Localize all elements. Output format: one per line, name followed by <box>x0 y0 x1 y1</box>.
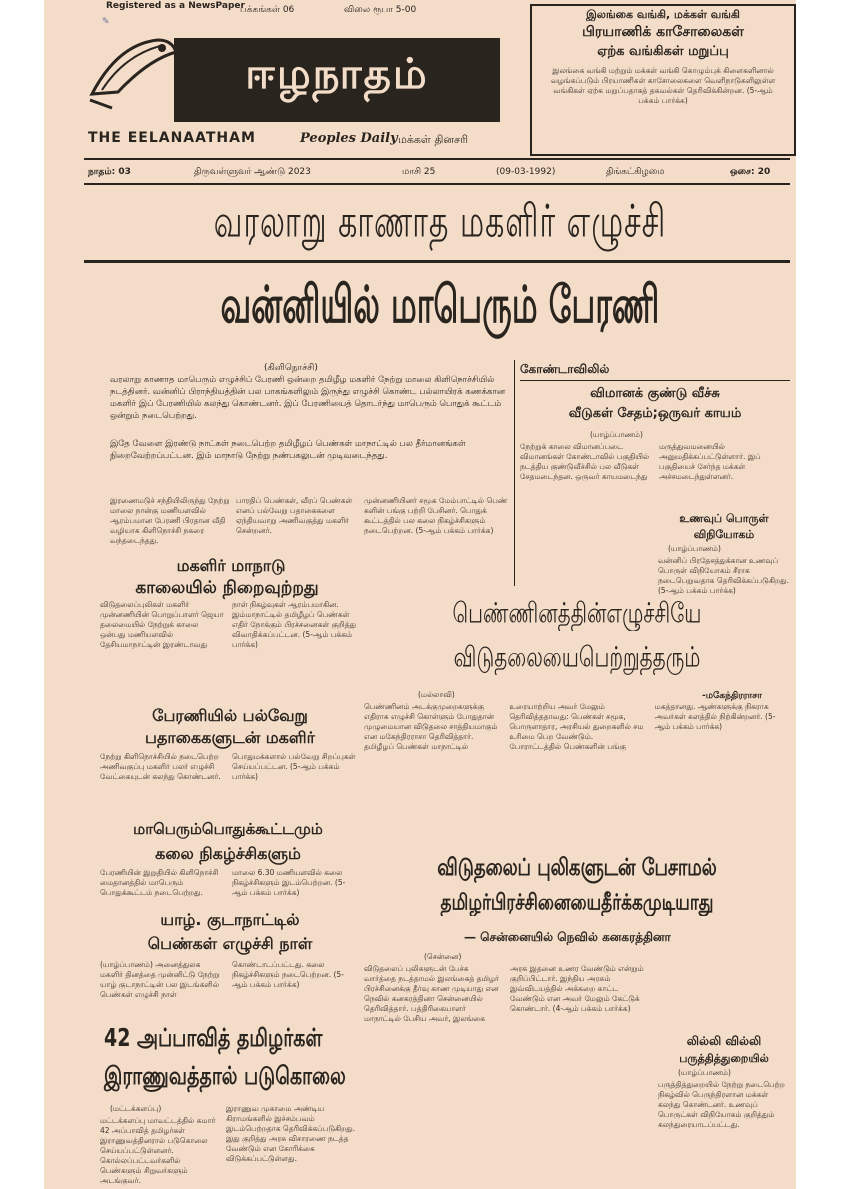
weekday: திங்கட்கிழமை <box>606 167 665 177</box>
bl-headline-1: 42 அப்பாவித் தமிழர்கள் <box>104 1024 323 1053</box>
side-news-box <box>530 4 796 156</box>
sub4-headline-2: பெண்கள் எழுச்சி நாள் <box>147 934 313 953</box>
main-body: வரலாறு காணாத மாபெரும் எழுச்சிப் பேரணி ஒன்றை தமிழீழ மகளிர் நேற்று மாலை கிளிநொச்சியில் நடத்தினர். வன்னிப் பிராந்தியத்தின் பல பாகங்களிலும் இருந்து எழுச்சி கொண்ட பல்லாயிரக் கணக்கான மகளிர் இப் பேரணியில் கலந்து கொண்டனர். இப் பேரணியைத் தொடர்ந்து மாபெரும் பொதுக் கூட்டம் ஒன்றும் நடைபெற்றது. <box>110 375 506 421</box>
sub4-body: (யாழ்ப்பாணம்) அனைத்துலக மகளிர் தினத்தை முன்னிட்டு நேற்று யாழ் குடாநாட்டின் பல இடங்களில் பெண்கள் எழுச்சி நாள் கொண்டாடப்பட்டது. கலை நிகழ்ச்சிகளும் நடைபெற்றன. (5-ஆம் பக்கம் பார்க்க) <box>100 960 344 999</box>
masthead-title: ஈழநாதம் <box>245 49 429 98</box>
right-headline-3: உணவுப் பொருள் <box>679 512 769 525</box>
feature-dateline: (மல்லாவி) <box>418 690 455 699</box>
col-text-c: முன்னணியினர் சமூக மேம்பாட்டில் பெண் களின் பங்கு பற்றி பேசினர். பொதுக் கூட்டத்தில் பல கலை நிகழ்ச்சிகளும் நடைபெற்றன. (5-ஆம் பக்கம் பார்க்க) <box>364 496 508 535</box>
sub1-body: விடுதலைப்புலிகள் மகளிர் முன்னணியின் பொறுப்பாளர் ஜெயா தலைமையில் நேற்றுக் காலை ஒன்பது மணியளவில் தேசியமாநாட்டின் இரண்டாவது நாள் நிகழ்வுகள் ஆரம்பமாகின. இம்மாநாட்டில் தமிழீழப் பெண்கள் எதிர் நோக்கும் பிரச்சனைகள் குறித்து விவாதிக்கப்பட்டன. (5-ஆம் பக்கம் பார்க்க) <box>100 600 356 649</box>
sub2-body: நேற்று கிளிநொச்சியில் நடைபெற்ற அணிவகுப்பு மகளிர் பலர் எழுச்சி வேட்கையுடன் கலந்து கொண்டனர். பொதுமக்களால் பல்வேறு சிறப்புகள் செய்யப்பட்டன. (5-ஆம் பக்கம் பார்க்க) <box>100 752 356 781</box>
right-kicker: கோண்டாவிலில் <box>520 362 610 376</box>
sub2-headline-2: பதாகைகளுடன் மகளிர் <box>145 728 315 747</box>
big-headline-2: தமிழர்பிரச்சினையைதீர்க்கமுடியாது <box>440 890 714 916</box>
sub1-headline-2: காலையில் நிறைவுற்றது <box>135 578 319 598</box>
right-headline-4: விநியோகம் <box>693 528 755 541</box>
library-stamp: ✎ <box>102 17 110 27</box>
sub3-headline-2: கலை நிகழ்ச்சிகளும் <box>155 844 301 863</box>
right-body-2: வன்னிப் பிரதேசத்துக்கான உணவுப் பொருள் விநியோகம் சீராக நடைபெறுவதாக தெரிவிக்கப்படுகிறது. (5-ஆம் பக்கம் பார்க்க) <box>658 556 789 595</box>
naatham: நாதம்: 03 <box>88 167 131 177</box>
sub4-headline-1: யாழ். குடாநாட்டில் <box>160 910 300 929</box>
issue-number: ஒசை: 20 <box>730 167 771 177</box>
masthead-banner <box>174 38 500 122</box>
date: (09-03-1992) <box>496 167 556 177</box>
right-dateline: (யாழ்ப்பாணம்) <box>590 430 643 439</box>
page-count: பக்கங்கள் 06 <box>240 5 295 15</box>
feature-body: பெண்ணினம் அடக்குமுறைகளுக்கு எதிராக எழுச்சி கொள்ளும் போதுதான் முழுமையான விடுதலை சாத்தியமாகும் என மகேந்திரராசா தெரிவித்தார். தமிழீழப் பெண்கள் மாநாட்டில் உரையாற்றிய அவர் மேலும் தெரிவித்ததாவது: பெண்கள் சமூக, பொருளாதார, அரசியல் துறைகளில் சம உரிமை பெற வேண்டும். போராட்டத்தில் பெண்களின் பங்கு மகத்தானது. ஆண்களுக்கு நிகராக அவர்கள் களத்தில் நிற்கின்றனர். (5-ஆம் பக்கம் பார்க்க) <box>364 702 776 751</box>
bl-headline-2: இராணுவத்தால் படுகொலை <box>104 1062 346 1091</box>
br-headline-2: பருத்தித்துறையில் <box>679 1052 769 1065</box>
feature-headline-2: விடுதலையைபெற்றுத்தரும் <box>453 640 701 674</box>
br-headline-1: லில்லி வில்லி <box>686 1034 762 1048</box>
column-divider <box>514 360 515 586</box>
bl-body-2: இராணுவ முகாமை அண்டிய கிராமங்களில் இச்சம்பவம் இடம்பெற்றதாக தெரிவிக்கப்படுகிறது. இது குறித்து அரசு விசாரணை நடத்த வேண்டும் என கோரிக்கை விடுக்கப்பட்டுள்ளது. <box>226 1104 356 1163</box>
price: விலை ரூபா 5-00 <box>344 5 417 15</box>
bl-dateline: (மட்டக்களப்பு) <box>110 1104 162 1113</box>
feature-byline: -மகேந்திரராசா <box>702 691 762 701</box>
right-headline-1: விமானக் குண்டு வீச்சு <box>590 386 720 401</box>
divider <box>84 158 790 160</box>
tamil-month: மாசி 25 <box>402 167 436 177</box>
tagline: Peoples Daily <box>300 131 398 146</box>
sub2-headline-1: பேரணியில் பல்வேறு <box>152 706 308 725</box>
side-headline-3: ஏற்க வங்கிகள் மறுப்பு <box>597 44 729 59</box>
english-name: THE EELANAATHAM <box>88 130 256 146</box>
divider <box>84 260 790 263</box>
sub3-headline-1: மாபெரும்பொதுக்கூட்டமும் <box>133 820 323 838</box>
col-text-a: இரணைமடுச் சந்தியிலிருந்து நேற்று மாலை நான்கு மணியளவில் ஆரம்பமான பேரணி பிரதான வீதி வழியாக கிளிநொச்சி நகரை வந்தடைந்தது. <box>110 496 230 545</box>
br-body: பருத்தித்துறையில் நேற்று நடைபெற்ற நிகழ்வில் பெருந்திரளான மக்கள் கலந்து கொண்டனர். உணவுப் பொருட்கள் விநியோகம் குறித்தும் கலந்துரையாடப்பட்டது. <box>658 1080 785 1129</box>
divider <box>84 183 790 185</box>
divider <box>520 380 790 381</box>
headline-2: வன்னியில் மாபெரும் பேரணி <box>220 274 660 335</box>
bl-body: மட்டக்களப்பு மாவட்டத்தில் சுமார் 42 அப்பாவித் தமிழர்கள் இராணுவத்தினரால் படுகொலை செய்யப்பட்டுள்ளனர். கொல்லப்பட்டவர்களில் பெண்களும் சிறுவர்களும் அடங்குவர். <box>100 1116 216 1185</box>
side-headline-2: பிரயாணிக் காசோலைகள் <box>582 24 744 40</box>
big-kicker: — சென்னையில் நெவில் கனகரத்தினா <box>464 930 671 944</box>
conch-logo-icon <box>88 34 180 110</box>
big-body: விடுதலைப் புலிகளுடன் பேச்சு வார்த்தை நடத்தாமல் இலங்கைத் தமிழர் பிரச்சினைக்கு தீர்வு காண முடியாது என நெவில் கனகரத்தினா சென்னையில் தெரிவித்தார். பத்திரிகையாளர் மாநாட்டில் பேசிய அவர், இலங்கை அரசு இதனை உணர வேண்டும் என்றும் குறிப்பிட்டார். இந்திய அரசும் இவ்விடயத்தில் அக்கறை காட்ட வேண்டும் என அவர் மேலும் கேட்டுக் கொண்டார். (4-ஆம் பக்கம் பார்க்க) <box>364 964 644 1023</box>
big-dateline: (சென்னை) <box>424 952 462 961</box>
newspaper-page <box>44 0 796 1189</box>
side-body: இலங்கை வங்கி மற்றும் மக்கள் வங்கி கொழும்புக் கிளைகளினால் வழங்கப்படும் பிரயாணிகள் காசோலைகளை வெளிநாடுகளிலுள்ள வங்கிகள் ஏற்க மறுப்பதாகத் தகவல்கள் தெரிவிக்கின்றன. (5-ஆம் பக்கம் பார்க்க) <box>550 66 776 105</box>
right-headline-2: வீடுகள் சேதம்;ஒருவர் காயம் <box>568 406 742 421</box>
main-dateline: (கிளிநொச்சி) <box>264 363 318 373</box>
col-text-b: பாரதிப் பெண்கள், வீரப் பெண்கள் எனப் பல்வேறு பதாகைகளை ஏந்தியவாறு அணிவகுத்து மகளிர் சென்றனர். <box>236 496 353 535</box>
br-dateline: (யாழ்ப்பாணம்) <box>678 1068 731 1077</box>
sub3-body: பேரணியின் இறுதியில் கிளிநொச்சி மைதானத்தில் மாபெரும் பொதுக்கூட்டம் நடைபெற்றது. மாலை 6.30 மணியளவில் கலை நிகழ்ச்சிகளும் இடம்பெற்றன. (5-ஆம் பக்கம் பார்க்க) <box>100 868 346 897</box>
right-body: நேற்றுக் காலை விமானப்படை விமானங்கள் கோண்டாவில் பகுதியில் நடத்திய குண்டுவீச்சில் பல வீடுகள் சேதமடைந்தன. ஒருவர் காயமடைந்து மருத்துவமனையில் அனுமதிக்கப்பட்டுள்ளார். இப் பகுதியைச் சேர்ந்த மக்கள் அச்சமடைந்துள்ளனர். <box>520 442 761 481</box>
main-body-2: இதே வேளை இரண்டு நாட்கள் நடைபெற்ற தமிழீழப் பெண்கள் மாநாட்டில் பல தீர்மானங்கள் நிறைவேற்றப்பட்டன. இம் மாநாடு நேற்று நண்பகலுடன் முடிவடைந்தது. <box>110 439 466 461</box>
sub1-headline-1: மகளிர் மாநாடு <box>176 556 286 575</box>
headline-1: வரலாறு காணாத மகளிர் எழுச்சி <box>213 196 667 249</box>
side-headline-1: இலங்கை வங்கி, மக்கள் வங்கி <box>586 8 740 21</box>
registration-text: Registered as a NewsPaper <box>106 1 245 11</box>
big-headline-1: விடுதலைப் புலிகளுடன் பேசாமல் <box>437 854 717 882</box>
feature-headline-1: பெண்ணினத்தின்எழுச்சியே <box>452 596 702 630</box>
calendar-year: திருவள்ளுவர் ஆண்டு 2023 <box>194 167 311 177</box>
right-dateline-2: (யாழ்ப்பாணம்) <box>668 544 721 553</box>
tamil-tagline: மக்கள் தினசரி <box>398 133 469 146</box>
